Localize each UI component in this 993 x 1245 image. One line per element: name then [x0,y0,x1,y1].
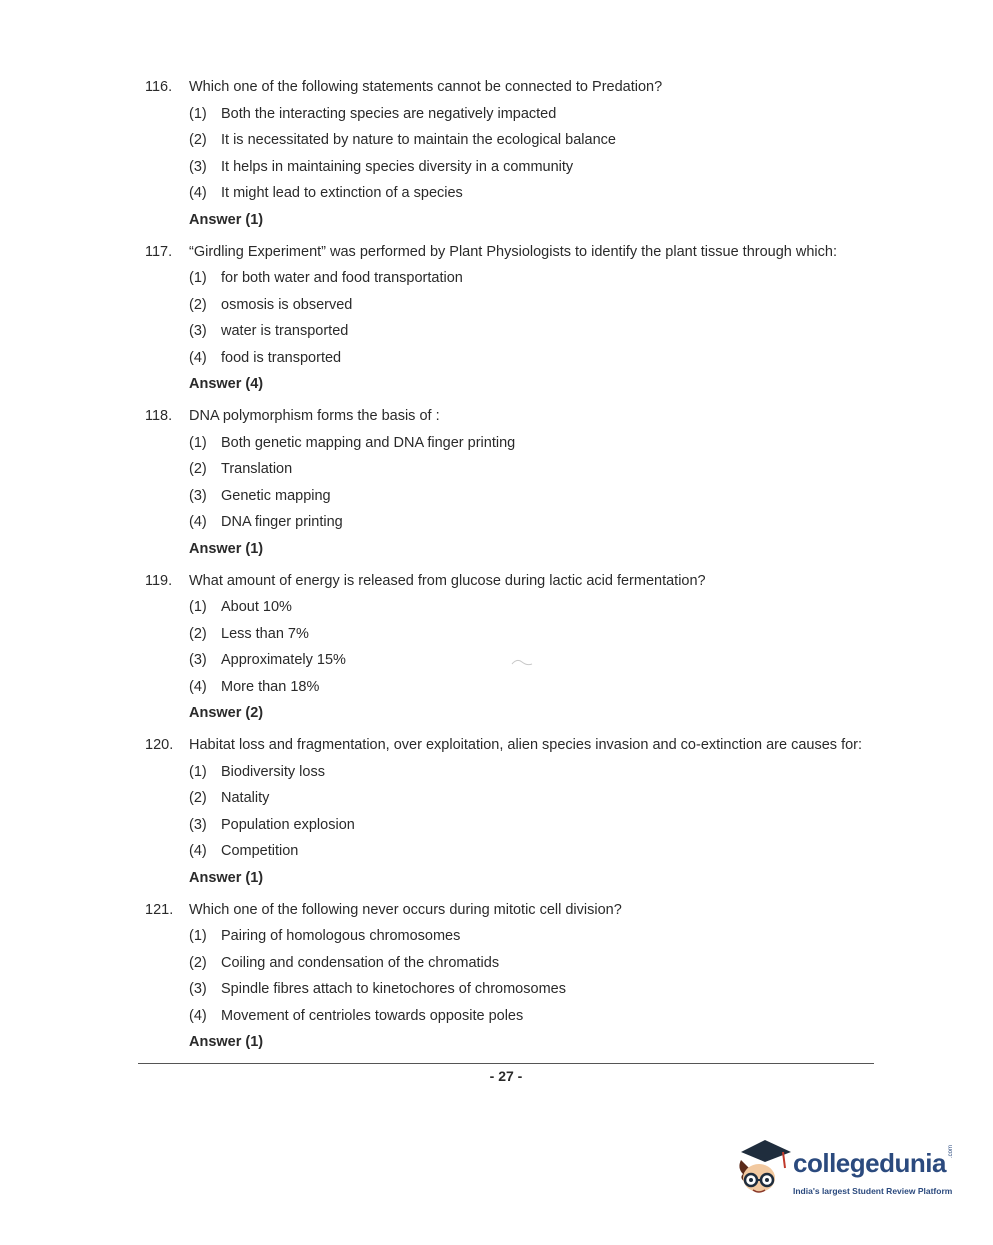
logo-domain-suffix: .com [948,1144,954,1158]
option-number: (1) [189,763,207,780]
question-text: Which one of the following statements cannot be connected to Predation? [189,79,663,95]
option-number: (1) [189,928,207,944]
option-number: (2) [189,625,207,642]
option-text: Less than 7% [221,625,309,642]
option-text: Spindle fibres attach to kinetochores of chromosomes [221,981,566,997]
option-number: (4) [189,843,207,859]
question-number: 119. [145,572,173,589]
question-number: 121. [145,901,174,918]
option-number: (1) [189,270,207,286]
option-text: It helps in maintaining species diversity in a community [221,158,574,175]
option-number: (3) [189,323,207,339]
option-text: About 10% [221,599,292,615]
option-number: (2) [189,132,207,148]
question-text: DNA polymorphism forms the basis of : [189,408,440,424]
option-number: (4) [189,1007,207,1024]
option-number: (1) [189,105,207,122]
logo-wordmark: collegedunia [793,1148,946,1178]
answer-label: Answer (1) [189,211,264,228]
option-text: Pairing of homologous chromosomes [221,928,461,944]
footer-divider [138,1063,874,1064]
question-number: 117. [145,243,173,260]
option-number: (4) [189,514,207,530]
option-number: (1) [189,434,207,451]
question-text: Which one of the following never occurs during mitotic cell division? [189,901,622,918]
collegedunia-logo [735,1138,965,1208]
option-text: food is transported [221,349,342,366]
option-text: It might lead to extinction of a species [221,185,463,201]
option-text: More than 18% [221,678,320,695]
question-text: Habitat loss and fragmentation, over exploitation, alien species invasion and co-extinction are causes for: [189,737,863,753]
question-text: What amount of energy is released from glucose during lactic acid fermentation? [189,572,706,589]
option-number: (3) [189,158,207,175]
answer-label: Answer (1) [189,869,264,886]
option-number: (3) [189,487,207,504]
option-text: Competition [221,843,299,859]
answer-label: Answer (2) [189,705,264,721]
option-text: osmosis is observed [221,296,353,313]
option-number: (4) [189,185,207,201]
question-number: 118. [145,408,173,424]
option-number: (3) [189,816,207,833]
mascot-icon [735,1138,795,1202]
scan-mark [510,656,534,668]
option-number: (3) [189,981,207,997]
logo-tagline: India's largest Student Review Platform [793,1186,953,1196]
option-number: (2) [189,296,207,313]
question-text: “Girdling Experiment” was performed by Plant Physiologists to identify the plant tissue through which: [189,243,837,260]
option-text: Population explosion [221,816,355,833]
question-number: 116. [145,79,173,95]
option-number: (4) [189,349,207,366]
option-text: DNA finger printing [221,514,343,530]
answer-label: Answer (1) [189,540,264,557]
option-text: Genetic mapping [221,487,331,504]
option-text: It is necessitated by nature to maintain the ecological balance [221,132,616,148]
option-number: (2) [189,954,207,971]
option-number: (3) [189,652,207,668]
option-number: (1) [189,599,207,615]
option-text: Movement of centrioles towards opposite poles [221,1007,524,1024]
option-text: Translation [221,461,293,477]
page-number: - 27 - [489,1068,523,1084]
option-text: Approximately 15% [221,652,346,668]
option-text: Both genetic mapping and DNA finger printing [221,434,516,451]
question-number: 120. [145,737,174,753]
option-text: Biodiversity loss [221,763,325,780]
option-text: Natality [221,790,270,806]
option-number: (2) [189,461,207,477]
option-text: Coiling and condensation of the chromatids [221,954,500,971]
answer-label: Answer (1) [189,1034,264,1050]
option-text: Both the interacting species are negatively impacted [221,105,557,122]
option-number: (4) [189,678,207,695]
answer-label: Answer (4) [189,376,264,392]
option-text: for both water and food transportation [221,270,463,286]
option-number: (2) [189,790,207,806]
option-text: water is transported [221,323,349,339]
